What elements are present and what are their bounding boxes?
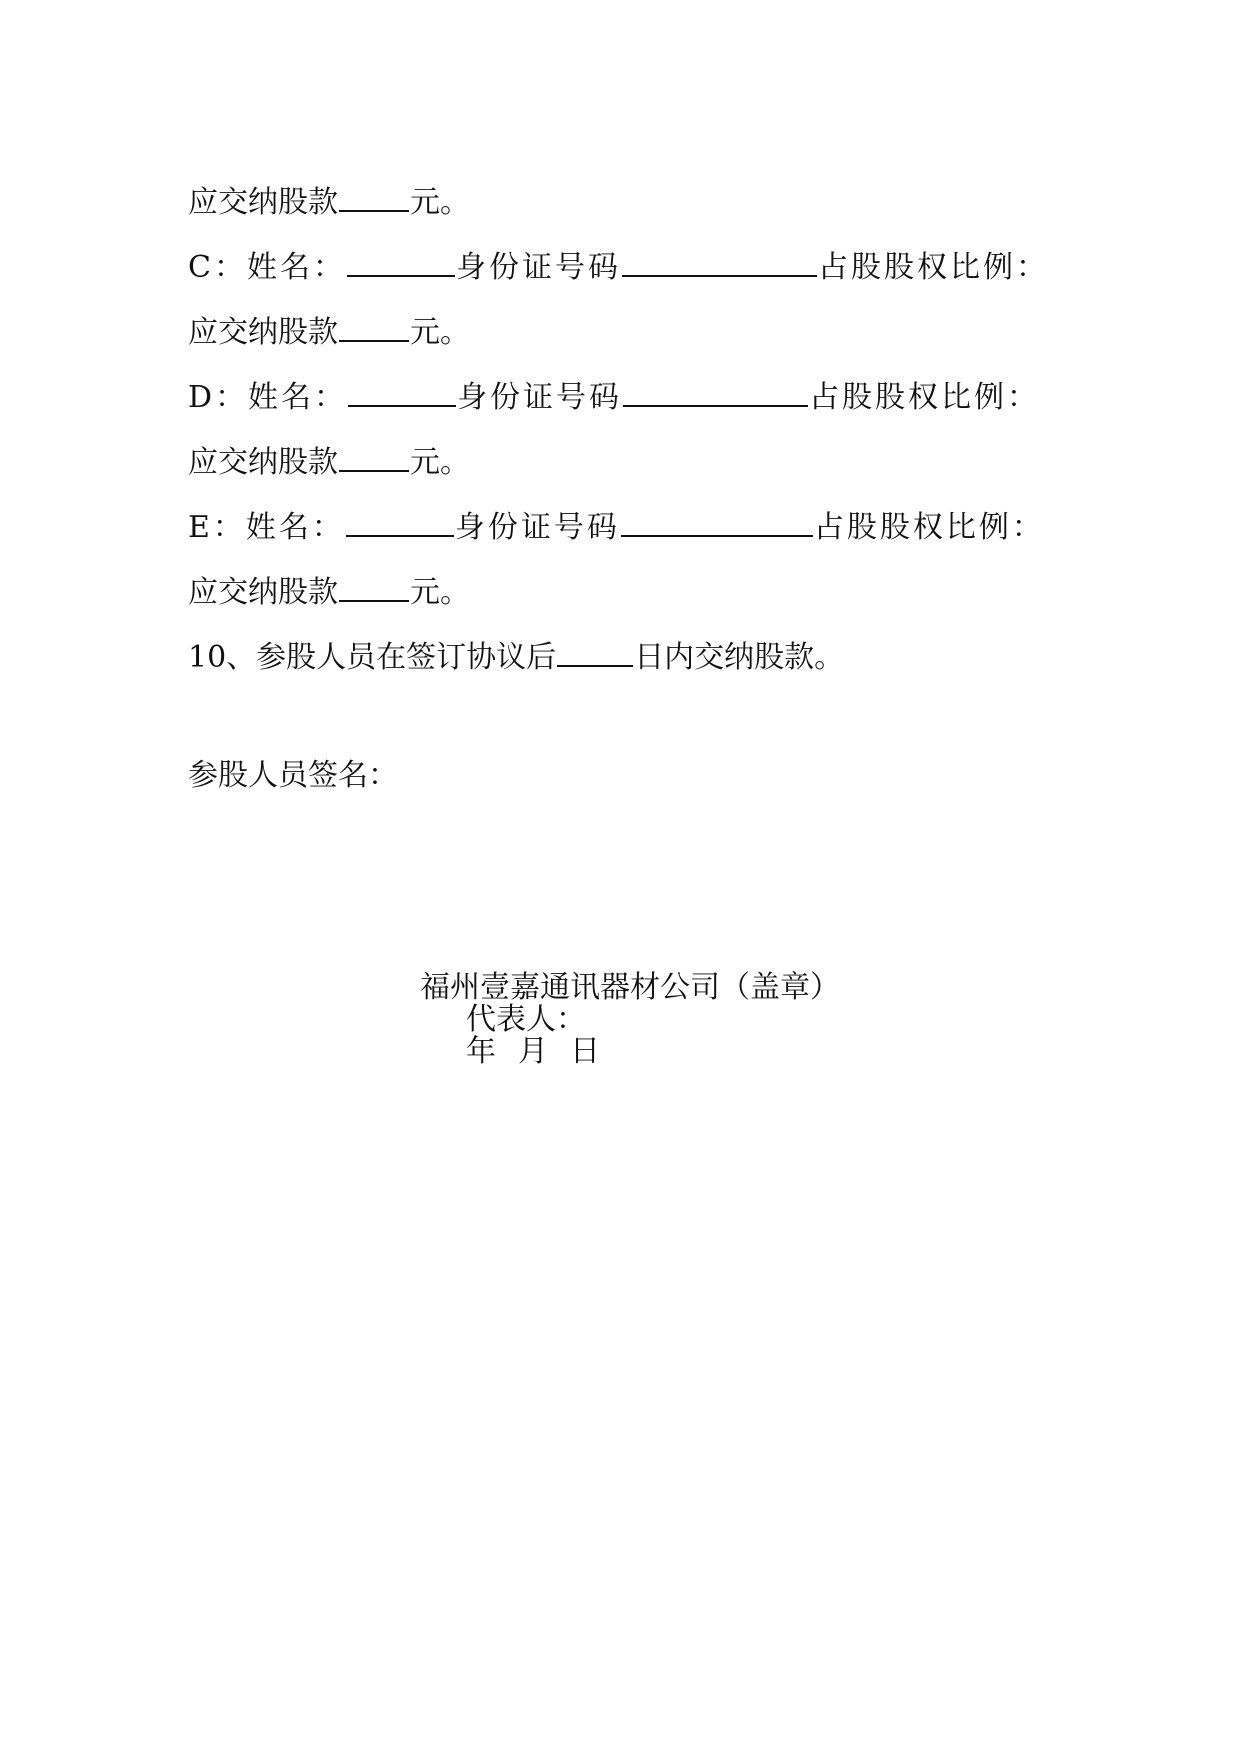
id-label: 身份证号码 — [454, 510, 620, 545]
id-number-blank — [621, 505, 813, 537]
ratio-label: 占股股权比例： — [813, 510, 1045, 545]
payment-amount-blank — [339, 310, 409, 342]
payment-suffix: 元。 — [410, 315, 470, 350]
date-day: 日 — [570, 1034, 600, 1069]
payment-amount-blank — [339, 440, 409, 472]
shareholder-letter: C — [188, 250, 214, 285]
payment-prefix: 应交纳股款 — [188, 445, 338, 480]
date-line — [420, 1036, 840, 1068]
shareholder-letter: E — [188, 510, 213, 545]
payment-amount-blank — [339, 180, 409, 212]
ratio-label: 占股股权比例： — [817, 250, 1049, 285]
signature-label: 参股人员签名： — [188, 758, 398, 793]
payment-line-c — [188, 300, 1058, 365]
company-name: 福州壹嘉通讯器材公司（盖章） — [420, 970, 840, 1005]
payment-suffix: 元。 — [410, 575, 470, 610]
payment-amount-blank — [339, 570, 409, 602]
spacer — [188, 690, 1058, 743]
payment-line-e — [188, 560, 1058, 625]
representative-label: 代表人： — [466, 1002, 586, 1037]
clause-10-suffix: 日内交纳股款。 — [634, 640, 845, 675]
payment-line-b — [188, 170, 1058, 235]
shareholder-row-c — [188, 235, 1058, 300]
name-label: ：姓名： — [215, 380, 348, 415]
clause-10-prefix: 10、参股人员在签订协议后 — [188, 640, 557, 675]
payment-suffix: 元。 — [410, 185, 470, 220]
document-body — [188, 170, 1058, 808]
days-blank — [557, 635, 633, 667]
name-blank — [347, 245, 455, 277]
payment-line-d — [188, 430, 1058, 495]
id-label: 身份证号码 — [457, 380, 623, 415]
id-label: 身份证号码 — [455, 250, 621, 285]
payment-suffix: 元。 — [410, 445, 470, 480]
payment-prefix: 应交纳股款 — [188, 575, 338, 610]
name-label: ：姓名： — [213, 250, 346, 285]
name-blank — [348, 375, 456, 407]
id-number-blank — [623, 375, 808, 407]
ratio-label: 占股股权比例： — [809, 380, 1041, 415]
shareholder-row-d — [188, 365, 1058, 430]
payment-prefix: 应交纳股款 — [188, 185, 338, 220]
shareholder-letter: D — [188, 380, 216, 415]
company-seal-block — [420, 972, 840, 1068]
payment-prefix: 应交纳股款 — [188, 315, 338, 350]
clause-10 — [188, 625, 1058, 690]
shareholder-row-e — [188, 495, 1058, 560]
name-blank — [346, 505, 454, 537]
date-year: 年 — [466, 1034, 496, 1069]
name-label: ：姓名： — [212, 510, 345, 545]
id-number-blank — [622, 245, 817, 277]
date-month: 月 — [518, 1034, 548, 1069]
